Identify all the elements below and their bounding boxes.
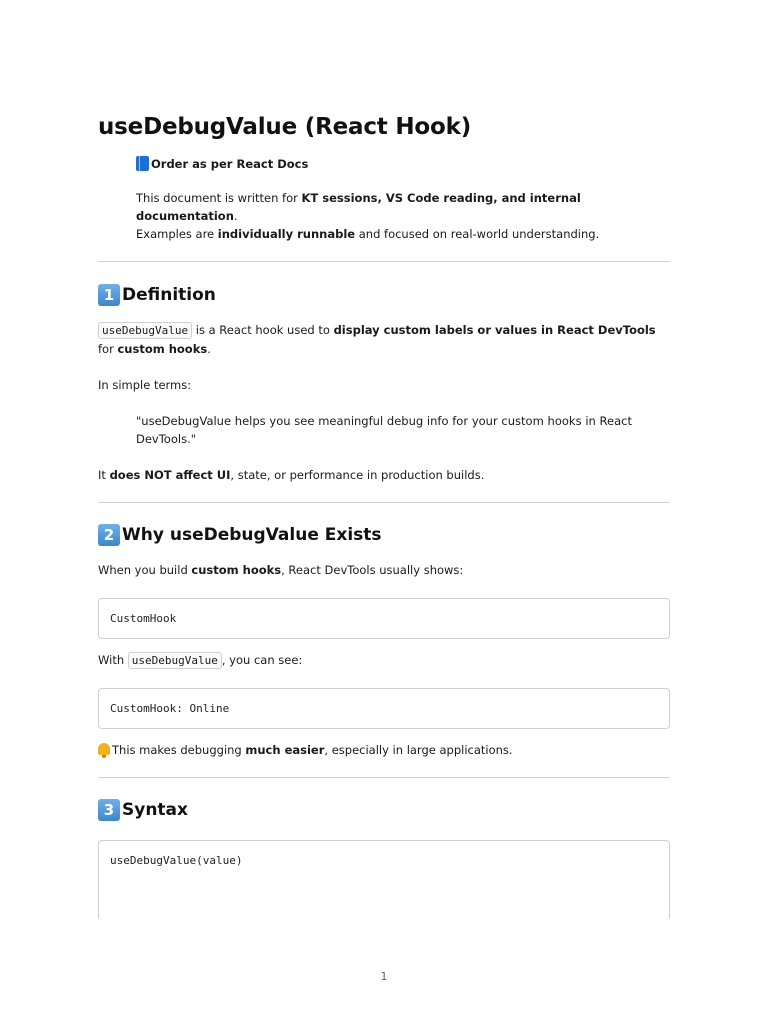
- page-number: 1: [380, 970, 388, 983]
- divider: [98, 777, 670, 778]
- intro: [136, 156, 670, 243]
- section-heading-syntax: 3 Syntax: [98, 798, 670, 822]
- with-paragraph: With useDebugValue , you can see:: [98, 653, 303, 667]
- note-paragraph: It does NOT affect UI, state, or performance in production builds.: [98, 468, 485, 482]
- keycap-number-icon: 1: [98, 284, 120, 306]
- intro-paragraph: This document is written for KT sessions, VS Code reading, and internal documentation. Examples are individually runnable and focused on real-world understanding.: [136, 191, 600, 241]
- code-block: CustomHook: [98, 598, 670, 639]
- code-block: CustomHook: Online: [98, 688, 670, 729]
- blockquote: "useDebugValue helps you see meaningful debug info for your custom hooks in React DevTools.": [136, 414, 632, 446]
- document-page: [98, 112, 670, 919]
- code-block: useDebugValue(value): [98, 840, 670, 919]
- section-heading-why: 2 Why useDebugValue Exists: [98, 523, 670, 547]
- benefit-paragraph: This makes debugging much easier, especially in large applications.: [98, 741, 670, 759]
- divider: [98, 502, 670, 503]
- keycap-number-icon: 3: [98, 799, 120, 821]
- page-title: useDebugValue (React Hook): [98, 114, 472, 140]
- simple-terms-label: In simple terms:: [98, 378, 192, 392]
- bell-icon: [98, 743, 110, 755]
- divider: [98, 261, 670, 262]
- keycap-number-icon: 2: [98, 524, 120, 546]
- section-heading-definition: 1 Definition: [98, 283, 670, 307]
- why-paragraph: When you build custom hooks, React DevTools usually shows:: [98, 563, 464, 577]
- subtitle: Order as per React Docs: [136, 156, 670, 171]
- inline-code: useDebugValue: [98, 322, 192, 339]
- definition-paragraph: useDebugValue is a React hook used to display custom labels or values in React DevTools for custom hooks.: [98, 323, 656, 356]
- inline-code: useDebugValue: [128, 652, 222, 669]
- book-icon: [136, 156, 149, 171]
